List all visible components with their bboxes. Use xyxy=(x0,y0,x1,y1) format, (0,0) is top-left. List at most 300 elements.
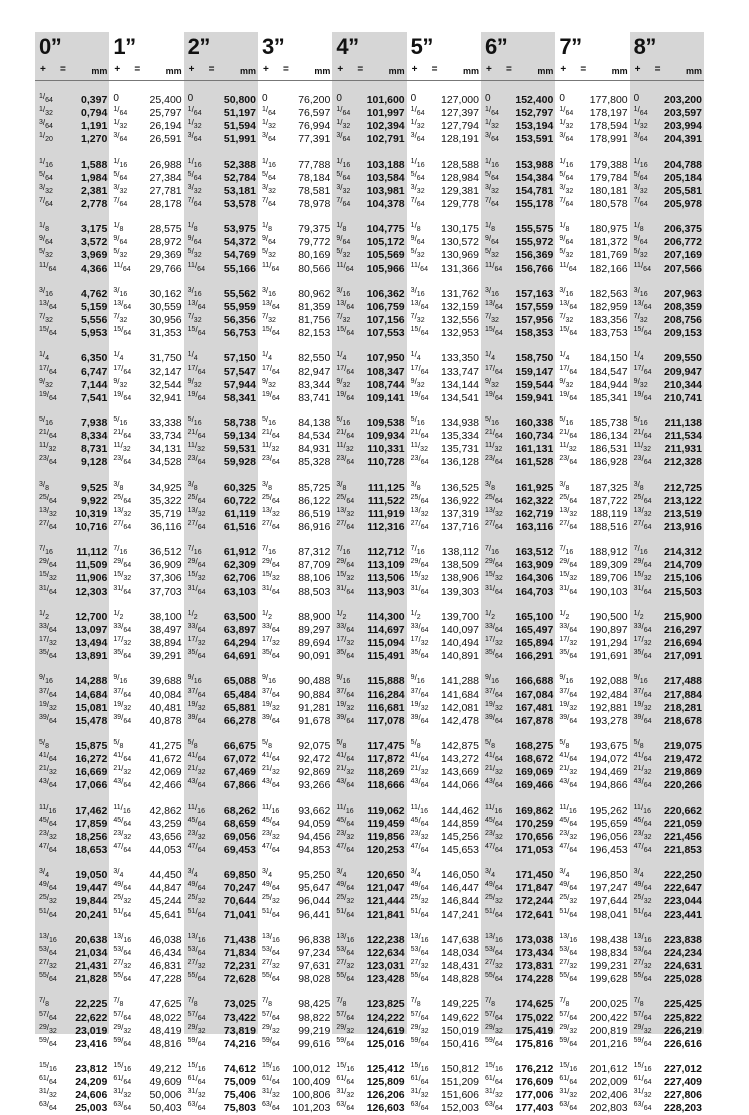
fraction-numerator: 9 xyxy=(485,674,489,681)
fraction-numerator: 5 xyxy=(336,416,340,423)
mm-value: 40,084 xyxy=(150,689,182,701)
fraction-denominator: 64 xyxy=(198,562,206,569)
fraction-inch xyxy=(485,119,499,127)
mm-value: 170,656 xyxy=(515,831,553,843)
fraction-slash: / xyxy=(641,687,643,696)
fraction-inch xyxy=(39,881,57,889)
fraction-denominator: 64 xyxy=(198,524,206,531)
fraction-denominator: 64 xyxy=(198,692,206,699)
fraction-denominator: 64 xyxy=(123,976,131,983)
fraction-slash: / xyxy=(638,415,640,424)
mm-value: 131,762 xyxy=(441,288,479,300)
fraction-numerator: 3 xyxy=(634,287,638,294)
fraction-inch xyxy=(188,714,206,722)
fraction-slash: / xyxy=(121,803,123,812)
fraction-numerator: 59 xyxy=(485,1037,493,1044)
fraction-numerator: 53 xyxy=(188,946,196,953)
fraction-numerator: 1 xyxy=(39,222,43,229)
mm-value: 53,181 xyxy=(224,185,256,197)
fraction-inch xyxy=(39,248,53,256)
fraction-inch xyxy=(634,1037,652,1045)
fraction-inch xyxy=(188,881,206,889)
fraction-denominator: 8 xyxy=(640,1001,644,1008)
fraction-denominator: 32 xyxy=(569,575,577,582)
fraction-numerator: 35 xyxy=(411,649,419,656)
table-row xyxy=(555,1102,629,1115)
fraction-denominator: 32 xyxy=(123,834,131,841)
fraction-slash: / xyxy=(638,480,640,489)
fraction-denominator: 32 xyxy=(342,252,350,259)
fraction-inch: 0 xyxy=(485,94,491,104)
fraction-denominator: 64 xyxy=(421,1079,429,1086)
mm-value: 190,103 xyxy=(590,586,628,598)
table-row xyxy=(407,586,481,599)
table-row xyxy=(109,172,183,185)
fraction-inch xyxy=(39,843,57,851)
mm-value: 216,694 xyxy=(664,637,702,649)
fraction-slash: / xyxy=(563,312,565,321)
fraction-slash: / xyxy=(344,1074,346,1083)
fraction-inch xyxy=(336,688,354,696)
fraction-denominator: 32 xyxy=(272,705,280,712)
mm-value: 164,306 xyxy=(515,572,553,584)
fraction-slash: / xyxy=(340,377,342,386)
fraction-denominator: 32 xyxy=(119,123,127,130)
mm-value: 149,622 xyxy=(441,1012,479,1024)
fraction-denominator: 64 xyxy=(198,1105,206,1112)
table-row xyxy=(481,185,555,198)
fraction-numerator: 7 xyxy=(262,313,266,320)
mm-value: 169,466 xyxy=(515,779,553,791)
fraction-slash: / xyxy=(47,700,49,709)
fraction-slash: / xyxy=(195,971,197,980)
fraction-denominator: 32 xyxy=(346,575,354,582)
fraction-inch xyxy=(113,714,131,722)
fraction-slash: / xyxy=(641,261,643,270)
fraction-slash: / xyxy=(563,415,565,424)
fraction-inch xyxy=(559,765,577,773)
fraction-slash: / xyxy=(638,118,640,127)
mm-value: 17,066 xyxy=(75,779,107,791)
fraction-numerator: 15 xyxy=(39,1062,47,1069)
table-row xyxy=(481,107,555,120)
fraction-slash: / xyxy=(567,907,569,916)
fraction-numerator: 11 xyxy=(39,804,46,811)
mm-value: 10,319 xyxy=(75,508,107,520)
fraction-slash: / xyxy=(418,764,420,773)
fraction-numerator: 11 xyxy=(634,262,641,269)
fraction-slash: / xyxy=(418,1010,420,1019)
fraction-inch xyxy=(485,300,503,308)
mm-value: 94,853 xyxy=(298,844,330,856)
fraction-denominator: 32 xyxy=(421,834,429,841)
fraction-inch xyxy=(188,545,202,553)
fraction-slash: / xyxy=(567,764,569,773)
fraction-numerator: 7 xyxy=(411,545,415,552)
table-row xyxy=(258,120,332,133)
mm-value: 107,156 xyxy=(367,314,405,326)
fraction-inch xyxy=(188,326,206,334)
fraction-slash: / xyxy=(418,364,420,373)
fraction-numerator: 23 xyxy=(634,830,642,837)
fraction-numerator: 3 xyxy=(336,868,340,875)
mm-value: 123,825 xyxy=(367,998,405,1010)
mm-unit-label: mm xyxy=(537,66,553,76)
mm-value: 217,091 xyxy=(664,650,702,662)
fraction-slash: / xyxy=(121,907,123,916)
fraction-numerator: 41 xyxy=(485,752,493,759)
mm-value: 54,769 xyxy=(224,249,256,261)
fraction-slash: / xyxy=(117,157,119,166)
fraction-inch xyxy=(485,545,499,553)
fraction-numerator: 23 xyxy=(188,830,196,837)
fraction-slash: / xyxy=(121,1087,123,1096)
table-row xyxy=(184,94,258,107)
fraction-inch xyxy=(336,881,354,889)
fraction-numerator: 3 xyxy=(113,287,117,294)
fraction-numerator: 13 xyxy=(634,300,642,307)
fraction-denominator: 64 xyxy=(495,976,503,983)
fraction-inch xyxy=(262,300,280,308)
fraction-slash: / xyxy=(270,829,272,838)
fraction-denominator: 64 xyxy=(346,1079,354,1086)
fraction-inch xyxy=(39,545,53,553)
fraction-slash: / xyxy=(415,480,417,489)
header-divider xyxy=(109,80,183,81)
fraction-slash: / xyxy=(493,299,495,308)
fraction-numerator: 31 xyxy=(559,585,567,592)
table-row xyxy=(109,263,183,276)
fraction-inch xyxy=(39,997,49,1005)
fraction-numerator: 3 xyxy=(411,184,415,191)
fraction-slash: / xyxy=(270,635,272,644)
inch-column xyxy=(555,32,629,1034)
fraction-numerator: 5 xyxy=(559,416,563,423)
fraction-numerator: 41 xyxy=(113,752,121,759)
fraction-denominator: 8 xyxy=(45,485,49,492)
fraction-inch xyxy=(39,287,53,295)
fraction-numerator: 3 xyxy=(39,481,43,488)
table-row xyxy=(184,973,258,986)
mm-value: 30,162 xyxy=(150,288,182,300)
fraction-inch xyxy=(485,326,503,334)
fraction-inch xyxy=(188,222,198,230)
fraction-slash: / xyxy=(121,364,123,373)
table-row xyxy=(555,94,629,107)
fraction-denominator: 32 xyxy=(272,511,280,518)
mm-value: 182,563 xyxy=(590,288,628,300)
table-row xyxy=(481,392,555,405)
fraction-slash: / xyxy=(43,286,45,295)
fraction-inch xyxy=(188,106,202,114)
fraction-inch xyxy=(113,1011,131,1019)
fraction-inch xyxy=(559,558,577,566)
table-row xyxy=(630,973,704,986)
table-row xyxy=(630,650,704,663)
mm-value: 165,894 xyxy=(515,637,553,649)
table-row xyxy=(109,521,183,534)
fraction-numerator: 5 xyxy=(411,248,415,255)
fraction-denominator: 64 xyxy=(49,821,57,828)
fraction-slash: / xyxy=(192,286,194,295)
fraction-denominator: 64 xyxy=(644,950,652,957)
fraction-slash: / xyxy=(489,996,491,1005)
mm-value: 70,644 xyxy=(224,895,256,907)
fraction-inch xyxy=(336,455,354,463)
fraction-denominator: 64 xyxy=(346,821,354,828)
fraction-denominator: 4 xyxy=(268,872,272,879)
fraction-inch xyxy=(411,688,429,696)
fraction-numerator: 37 xyxy=(485,688,493,695)
fraction-slash: / xyxy=(493,493,495,502)
fraction-denominator: 8 xyxy=(640,485,644,492)
fraction-inch xyxy=(113,765,131,773)
fraction-slash: / xyxy=(641,816,643,825)
fraction-slash: / xyxy=(493,506,495,515)
mm-value: 7,938 xyxy=(81,417,107,429)
fraction-denominator: 64 xyxy=(421,330,429,337)
fraction-inch xyxy=(113,442,130,450)
fraction-denominator: 64 xyxy=(421,498,429,505)
fraction-inch xyxy=(262,197,276,205)
fraction-denominator: 64 xyxy=(198,459,206,466)
table-row xyxy=(555,650,629,663)
fraction-numerator: 3 xyxy=(336,481,340,488)
fraction-inch xyxy=(113,1062,131,1070)
fraction-slash: / xyxy=(493,1100,495,1109)
fraction-inch xyxy=(411,830,429,838)
plus-sign: + xyxy=(560,64,566,75)
table-row xyxy=(407,1038,481,1051)
fraction-denominator: 32 xyxy=(421,769,429,776)
mm-value: 63,103 xyxy=(224,586,256,598)
inch-heading: 0” xyxy=(39,34,61,60)
fraction-inch xyxy=(336,972,354,980)
fraction-numerator: 1 xyxy=(113,351,117,358)
fraction-denominator: 32 xyxy=(123,963,131,970)
mm-value: 25,400 xyxy=(150,94,182,106)
mm-value: 103,188 xyxy=(367,159,405,171)
fraction-denominator: 64 xyxy=(569,589,577,596)
fraction-denominator: 64 xyxy=(569,330,577,337)
fraction-denominator: 16 xyxy=(643,808,651,815)
fraction-denominator: 32 xyxy=(123,898,131,905)
fraction-denominator: 32 xyxy=(421,1092,429,1099)
fraction-inch xyxy=(485,959,503,967)
fraction-slash: / xyxy=(418,1061,420,1070)
fraction-denominator: 16 xyxy=(45,678,53,685)
fraction-inch xyxy=(188,197,202,205)
mm-value: 65,484 xyxy=(224,689,256,701)
fraction-inch xyxy=(336,830,354,838)
fraction-numerator: 61 xyxy=(559,1075,567,1082)
mm-value: 97,631 xyxy=(298,960,330,972)
mm-value: 150,019 xyxy=(441,1025,479,1037)
fraction-denominator: 32 xyxy=(491,317,499,324)
fraction-numerator: 5 xyxy=(485,416,489,423)
fraction-numerator: 9 xyxy=(559,674,563,681)
fraction-inch xyxy=(262,1075,280,1083)
fraction-inch xyxy=(262,351,272,359)
fraction-denominator: 8 xyxy=(268,1001,272,1008)
fraction-denominator: 32 xyxy=(421,640,429,647)
fraction-denominator: 64 xyxy=(644,847,652,854)
mm-value: 14,684 xyxy=(75,689,107,701)
fraction-slash: / xyxy=(121,441,123,450)
fraction-inch xyxy=(411,636,429,644)
fraction-slash: / xyxy=(192,867,194,876)
fraction-slash: / xyxy=(195,803,197,812)
fraction-denominator: 32 xyxy=(346,963,354,970)
fraction-denominator: 64 xyxy=(49,369,57,376)
mm-value: 143,272 xyxy=(441,753,479,765)
fraction-slash: / xyxy=(195,1100,197,1109)
fraction-slash: / xyxy=(493,700,495,709)
fraction-inch xyxy=(634,558,652,566)
fraction-slash: / xyxy=(489,415,491,424)
fraction-numerator: 9 xyxy=(39,674,43,681)
mm-value: 36,512 xyxy=(150,546,182,558)
fraction-denominator: 16 xyxy=(45,162,53,169)
fraction-denominator: 32 xyxy=(198,898,206,905)
mm-value: 212,328 xyxy=(664,456,702,468)
fraction-denominator: 16 xyxy=(119,420,127,427)
fraction-numerator: 53 xyxy=(559,946,567,953)
fraction-inch xyxy=(411,843,429,851)
fraction-numerator: 39 xyxy=(559,714,567,721)
fraction-slash: / xyxy=(43,867,45,876)
fraction-inch xyxy=(39,623,57,631)
fraction-denominator: 16 xyxy=(491,291,499,298)
fraction-inch xyxy=(39,235,53,243)
fraction-slash: / xyxy=(489,247,491,256)
fraction-denominator: 64 xyxy=(342,175,350,182)
mm-value: 66,675 xyxy=(224,740,256,752)
fraction-numerator: 13 xyxy=(39,933,47,940)
inch-heading: 7” xyxy=(559,34,581,60)
fraction-inch xyxy=(188,765,206,773)
fraction-inch xyxy=(262,262,279,270)
fraction-slash: / xyxy=(567,519,569,528)
fraction-numerator: 29 xyxy=(262,558,270,565)
mm-value: 116,284 xyxy=(367,689,404,701)
table-row xyxy=(630,172,704,185)
fraction-denominator: 32 xyxy=(119,317,127,324)
fraction-slash: / xyxy=(641,1010,643,1019)
fraction-inch xyxy=(39,171,53,179)
fraction-inch xyxy=(411,1075,429,1083)
fraction-numerator: 1 xyxy=(485,610,489,617)
fraction-slash: / xyxy=(493,764,495,773)
fraction-inch xyxy=(113,106,127,114)
mm-value: 22,622 xyxy=(75,1012,107,1024)
mm-value: 31,353 xyxy=(150,327,182,339)
fraction-numerator: 59 xyxy=(559,1037,567,1044)
fraction-inch xyxy=(559,1101,577,1109)
fraction-slash: / xyxy=(641,1023,643,1032)
mm-value: 221,853 xyxy=(664,844,702,856)
fraction-denominator: 32 xyxy=(495,640,503,647)
fraction-denominator: 64 xyxy=(123,912,131,919)
fraction-inch xyxy=(188,1037,206,1045)
table-row xyxy=(109,586,183,599)
fraction-numerator: 7 xyxy=(39,197,43,204)
fraction-slash: / xyxy=(270,390,272,399)
fraction-denominator: 64 xyxy=(569,459,577,466)
fraction-slash: / xyxy=(493,958,495,967)
fraction-denominator: 16 xyxy=(198,937,206,944)
fraction-denominator: 4 xyxy=(640,872,644,879)
table-row xyxy=(481,198,555,211)
fraction-inch: 0 xyxy=(559,94,565,104)
fraction-numerator: 9 xyxy=(113,378,117,385)
fraction-numerator: 31 xyxy=(262,1088,270,1095)
table-row xyxy=(35,107,109,120)
fraction-inch xyxy=(559,701,577,709)
fraction-numerator: 27 xyxy=(485,520,493,527)
fraction-numerator: 3 xyxy=(634,132,638,139)
table-row xyxy=(630,715,704,728)
fraction-inch xyxy=(188,378,202,386)
mm-value: 44,053 xyxy=(150,844,182,856)
fraction-slash: / xyxy=(192,221,194,230)
fraction-slash: / xyxy=(493,325,495,334)
mm-value: 16,669 xyxy=(75,766,107,778)
fraction-slash: / xyxy=(47,687,49,696)
mm-value: 155,178 xyxy=(515,198,553,210)
fraction-slash: / xyxy=(270,971,272,980)
mm-value: 115,888 xyxy=(367,675,404,687)
fraction-numerator: 3 xyxy=(634,184,638,191)
fraction-slash: / xyxy=(418,907,420,916)
fraction-slash: / xyxy=(641,454,643,463)
fraction-numerator: 23 xyxy=(39,830,47,837)
fraction-denominator: 32 xyxy=(346,1028,354,1035)
fraction-inch: 0 xyxy=(188,94,194,104)
fraction-slash: / xyxy=(493,364,495,373)
fraction-denominator: 8 xyxy=(194,1001,198,1008)
fraction-denominator: 64 xyxy=(272,847,280,854)
mm-value: 21,034 xyxy=(75,947,107,959)
column-subheader xyxy=(109,66,183,78)
fraction-slash: / xyxy=(192,480,194,489)
fraction-slash: / xyxy=(418,493,420,502)
mm-value: 66,278 xyxy=(224,715,256,727)
fraction-slash: / xyxy=(47,1036,49,1045)
fraction-denominator: 8 xyxy=(565,743,569,750)
fraction-numerator: 5 xyxy=(39,171,43,178)
fraction-denominator: 16 xyxy=(569,808,577,815)
fraction-slash: / xyxy=(641,945,643,954)
fraction-slash: / xyxy=(266,170,268,179)
mm-value: 153,591 xyxy=(515,133,553,145)
fraction-numerator: 1 xyxy=(634,351,638,358)
fraction-denominator: 32 xyxy=(421,705,429,712)
fraction-inch xyxy=(113,881,131,889)
fraction-denominator: 64 xyxy=(123,950,131,957)
fraction-slash: / xyxy=(493,635,495,644)
fraction-inch xyxy=(113,132,127,140)
equals-sign: = xyxy=(283,64,289,75)
fraction-numerator: 33 xyxy=(336,623,344,630)
fraction-numerator: 15 xyxy=(336,326,344,333)
fraction-numerator: 3 xyxy=(411,481,415,488)
fraction-numerator: 35 xyxy=(485,649,493,656)
fraction-denominator: 8 xyxy=(417,743,421,750)
fraction-denominator: 32 xyxy=(49,446,57,453)
fraction-slash: / xyxy=(195,557,197,566)
fraction-denominator: 2 xyxy=(119,614,123,621)
